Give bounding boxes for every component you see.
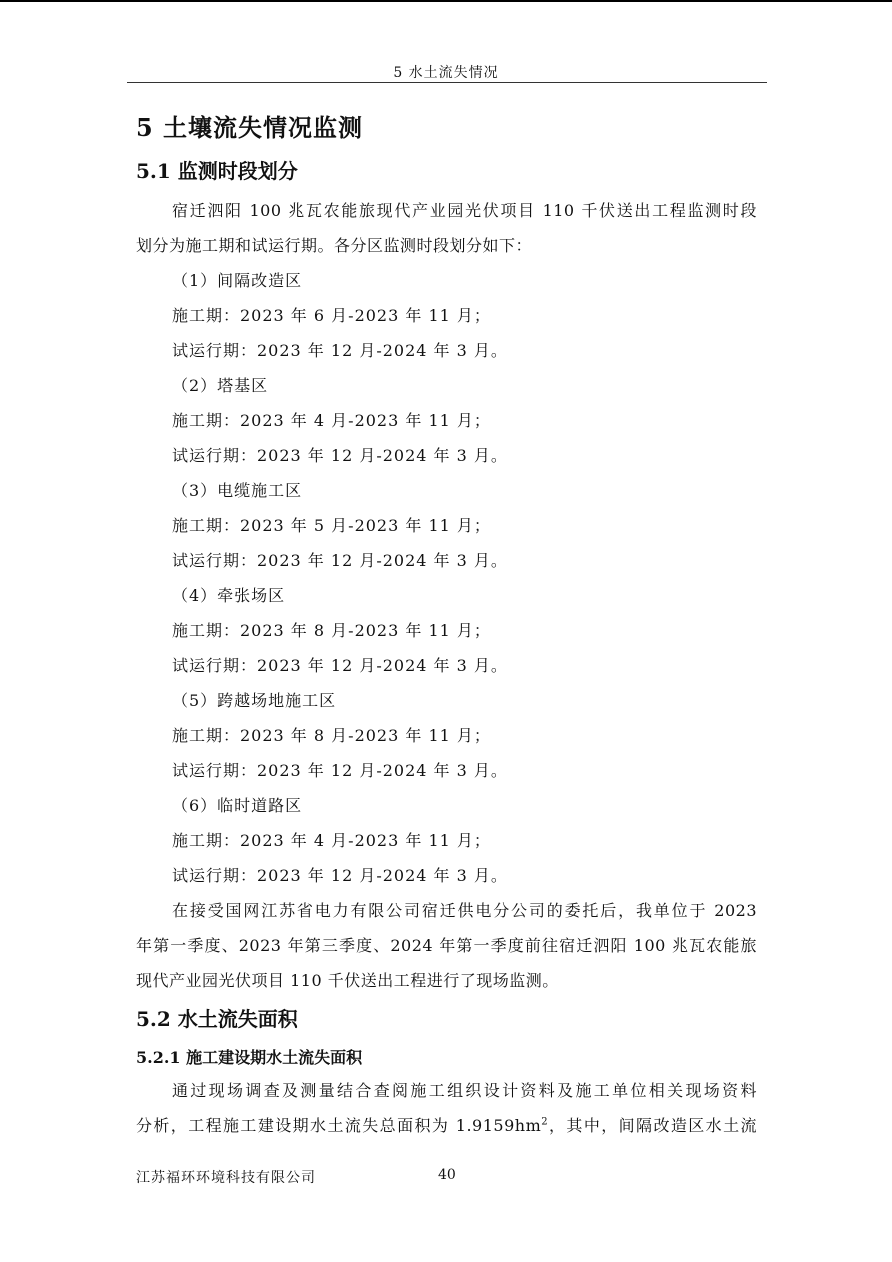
footer-company: 江苏福环环境科技有限公司 bbox=[136, 1170, 316, 1186]
zone-name: （4）牵张场区 bbox=[172, 586, 286, 605]
closing-line-2: 年第一季度、2023 年第三季度、2024 年第一季度前往宿迁泗阳 100 兆瓦农能旅 bbox=[136, 936, 757, 955]
chapter-title: 5 土壤流失情况监测 bbox=[136, 113, 364, 142]
top-border bbox=[0, 0, 892, 2]
zone-construction-period: 施工期：2023 年 8 月-2023 年 11 月； bbox=[172, 621, 491, 640]
body-line-2 bbox=[136, 1113, 757, 1136]
zone-name: （3）电缆施工区 bbox=[172, 481, 303, 500]
zone-trial-period: 试运行期：2023 年 12 月-2024 年 3 月。 bbox=[172, 656, 508, 675]
body-line-2-text: 分析，工程施工建设期水土流失总面积为 1.9159hm bbox=[136, 1116, 542, 1135]
body-line-2-text-end: ，其中，间隔改造区水土流 bbox=[548, 1116, 757, 1135]
body-line-1: 通过现场调查及测量结合查阅施工组织设计资料及施工单位相关现场资料 bbox=[172, 1081, 757, 1100]
zone-trial-period: 试运行期：2023 年 12 月-2024 年 3 月。 bbox=[172, 551, 508, 570]
intro-line-1: 宿迁泗阳 100 兆瓦农能旅现代产业园光伏项目 110 千伏送出工程监测时段 bbox=[172, 201, 757, 220]
zone-trial-period: 试运行期：2023 年 12 月-2024 年 3 月。 bbox=[172, 446, 508, 465]
zone-construction-period: 施工期：2023 年 6 月-2023 年 11 月； bbox=[172, 306, 491, 325]
running-header: 5 水土流失情况 bbox=[393, 65, 499, 81]
zone-construction-period: 施工期：2023 年 5 月-2023 年 11 月； bbox=[172, 516, 491, 535]
zone-trial-period: 试运行期：2023 年 12 月-2024 年 3 月。 bbox=[172, 866, 508, 885]
zone-name: （5）跨越场地施工区 bbox=[172, 691, 337, 710]
subsection-heading-5-2-1: 5.2.1 施工建设期水土流失面积 bbox=[136, 1048, 363, 1067]
zone-construction-period: 施工期：2023 年 8 月-2023 年 11 月； bbox=[172, 726, 491, 745]
zone-name: （2）塔基区 bbox=[172, 376, 269, 395]
zone-name: （6）临时道路区 bbox=[172, 796, 303, 815]
page-number: 40 bbox=[438, 1167, 456, 1183]
zone-construction-period: 施工期：2023 年 4 月-2023 年 11 月； bbox=[172, 831, 491, 850]
area-unit-superscript: 2 bbox=[541, 1116, 549, 1128]
zone-trial-period: 试运行期：2023 年 12 月-2024 年 3 月。 bbox=[172, 761, 508, 780]
zone-construction-period: 施工期：2023 年 4 月-2023 年 11 月； bbox=[172, 411, 491, 430]
zone-name: （1）间隔改造区 bbox=[172, 271, 303, 290]
section-heading-5-1: 5.1 监测时段划分 bbox=[136, 159, 298, 183]
header-rule bbox=[127, 82, 767, 83]
closing-line-1: 在接受国网江苏省电力有限公司宿迁供电分公司的委托后，我单位于 2023 bbox=[172, 901, 757, 920]
intro-line-2: 划分为施工期和试运行期。各分区监测时段划分如下： bbox=[136, 236, 533, 255]
zone-trial-period: 试运行期：2023 年 12 月-2024 年 3 月。 bbox=[172, 341, 508, 360]
closing-line-3: 现代产业园光伏项目 110 千伏送出工程进行了现场监测。 bbox=[136, 971, 559, 990]
section-heading-5-2: 5.2 水土流失面积 bbox=[136, 1007, 298, 1031]
